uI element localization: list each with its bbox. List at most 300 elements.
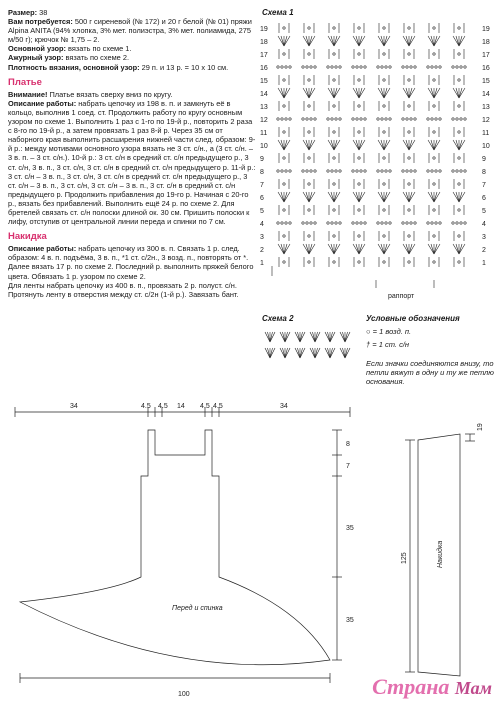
- stitch-mark: [453, 88, 459, 98]
- stitch-mark: [284, 192, 290, 202]
- dress-outline: [20, 430, 330, 665]
- stitch-mark: [331, 36, 334, 46]
- chain-mark: [383, 235, 385, 237]
- chain-mark: [283, 261, 285, 263]
- stitch-mark: [453, 192, 459, 202]
- chain-mark: [364, 222, 366, 224]
- dim-35-lower: 35: [346, 617, 354, 624]
- dim-35-upper: 35: [346, 525, 354, 532]
- stitch-mark: [384, 88, 387, 98]
- row-number-left: 8: [260, 169, 264, 176]
- stitch-mark: [303, 192, 309, 202]
- chain-mark: [431, 170, 433, 172]
- chain-mark: [456, 170, 458, 172]
- chain-mark: [283, 27, 285, 29]
- chain-mark: [289, 222, 291, 224]
- dim-center-14: 14: [177, 403, 185, 410]
- stitch-mark: [285, 332, 288, 342]
- stitch-mark: [284, 36, 287, 46]
- stitch-mark: [281, 88, 284, 98]
- row-number-right: 17: [482, 52, 490, 59]
- row-number-right: 6: [482, 195, 486, 202]
- stitch-mark: [306, 36, 309, 46]
- row-number-right: 14: [482, 91, 490, 98]
- stitch-mark: [306, 244, 309, 254]
- row-number-right: 10: [482, 143, 490, 150]
- stitch-mark: [334, 88, 337, 98]
- row-number-right: 15: [482, 78, 490, 85]
- stitch-mark: [303, 140, 309, 150]
- stitch-mark: [434, 244, 440, 254]
- row-number-left: 11: [260, 130, 268, 137]
- stitch-mark: [309, 192, 312, 202]
- chain-mark: [283, 79, 285, 81]
- chain-mark: [331, 66, 333, 68]
- chain-mark: [285, 66, 287, 68]
- cape-title: Накидка: [8, 231, 47, 243]
- stitch-mark: [268, 332, 271, 342]
- chain-mark: [431, 118, 433, 120]
- stitch-mark: [359, 244, 362, 254]
- stitch-mark: [384, 140, 390, 150]
- chain-mark: [458, 131, 460, 133]
- stitch-mark: [381, 88, 384, 98]
- stitch-mark: [403, 192, 409, 202]
- stitch-mark: [284, 140, 287, 150]
- stitch-mark: [309, 140, 315, 150]
- stitch-mark: [306, 192, 309, 202]
- stitch-mark: [406, 140, 409, 150]
- stitch-mark: [456, 192, 459, 202]
- chain-mark: [277, 66, 279, 68]
- stitch-mark: [359, 140, 362, 150]
- stitch-mark: [359, 140, 365, 150]
- stitch-mark: [403, 140, 409, 150]
- stitch-mark: [328, 140, 334, 150]
- intro-main-pattern: Основной узор: вязать по схеме 1.: [8, 44, 132, 54]
- stitch-mark: [303, 244, 309, 254]
- stitch-mark: [359, 244, 365, 254]
- chain-mark: [281, 222, 283, 224]
- pattern-drawing: [0, 392, 500, 706]
- chain-mark: [356, 170, 358, 172]
- stitch-mark: [334, 36, 337, 46]
- stitch-mark: [359, 36, 362, 46]
- stitch-mark: [345, 332, 348, 342]
- chain-mark: [335, 222, 337, 224]
- chain-mark: [356, 222, 358, 224]
- stitch-mark: [356, 88, 359, 98]
- chain-mark: [283, 209, 285, 211]
- schema1-title: Схема 1: [262, 8, 294, 17]
- row-number-right: 13: [482, 104, 490, 111]
- stitch-mark: [403, 88, 409, 98]
- stitch-mark: [309, 244, 312, 254]
- chain-mark: [306, 66, 308, 68]
- chain-mark: [360, 118, 362, 120]
- stitch-mark: [409, 244, 412, 254]
- stitch-mark: [270, 332, 273, 342]
- chain-mark: [339, 118, 341, 120]
- chain-mark: [381, 170, 383, 172]
- chain-mark: [364, 170, 366, 172]
- stitch-mark: [310, 348, 315, 358]
- stitch-mark: [353, 140, 359, 150]
- stitch-mark: [270, 332, 275, 342]
- stitch-mark: [434, 36, 437, 46]
- chain-mark: [456, 66, 458, 68]
- chain-mark: [458, 27, 460, 29]
- stitch-mark: [334, 244, 337, 254]
- chain-mark: [314, 170, 316, 172]
- chain-mark: [414, 222, 416, 224]
- chain-mark: [383, 261, 385, 263]
- stitch-mark: [409, 88, 415, 98]
- stitch-mark: [459, 88, 465, 98]
- stitch-mark: [378, 244, 384, 254]
- intro-gauge: Плотность вязания, основной узор: 29 п. и 13 р. = 10 х 10 см.: [8, 62, 229, 72]
- chain-mark: [427, 118, 429, 120]
- dim-strap-left-b: 4.5: [158, 403, 168, 410]
- stitch-mark: [285, 348, 288, 358]
- stitch-mark: [428, 244, 434, 254]
- chain-mark: [335, 66, 337, 68]
- stitch-mark: [434, 140, 437, 150]
- stitch-mark: [300, 348, 303, 358]
- chain-mark: [410, 222, 412, 224]
- chain-mark: [302, 66, 304, 68]
- stitch-mark: [378, 88, 384, 98]
- row-number-right: 12: [482, 117, 490, 124]
- chain-mark: [377, 222, 379, 224]
- cape-label: Накидка: [437, 540, 444, 568]
- row-number-left: 17: [260, 52, 268, 59]
- stitch-mark: [278, 192, 284, 202]
- chain-mark: [310, 66, 312, 68]
- stitch-mark: [300, 332, 303, 342]
- stitch-mark: [298, 332, 301, 342]
- dress-description: Описание работы: набрать цепочку из 198 в. п. и замкнуть её в кольцо, выполнив 1 соед. ст. Продолжить работу по кругу основным узором по схеме 1. Выполнить 1 раз с 1-го по 19-й р., повторить 2 раза с 8-го по 19-й р., а затем провязать 1 раз 8-й р. Через 35 см от наборного края выполнить расширения нижней части след. образом: 9-й р.: между мотивами основного узора вязать не 3 ст. с/н., а (3 ст. с/н. – 3 в. п. – 3 ст. с/н.). 10-й р.: 3 ст. с/н в средний ст. с/н предыдущего р., 3 ст. с/н, 3 в. п., 3 ст. с/н, 3 ст. с/н в средний ст. с/н предыдущего р. 11-й р.: 3 ст. с/н – 3 в. п., 3 ст. с/н, 3 ст. с/н в средний ст. с/н предыдущего р., 3 ст. с/н – 3 в. п., 3 ст. с/н, 3 ст. с/н – 3 в. п., 3 ст. с/н в средний ст. с/н предыдущего р. Продолжить прибавления до 19-го р. Начиная с 20-го р., вязать без прибавлений. Выполнить ещё 24 р. по схеме 2. Для бретелей связать ст. с/н полоски длиной ок. 30 см. Пришить полоски к лифу, отступив от центральной линии переда и спинки по 7 см.: [8, 98, 256, 227]
- chain-mark: [333, 131, 335, 133]
- chain-mark: [458, 261, 460, 263]
- chain-mark: [333, 53, 335, 55]
- stitch-mark: [384, 244, 390, 254]
- stitch-mark: [356, 36, 359, 46]
- chain-mark: [464, 66, 466, 68]
- stitch-mark: [359, 192, 362, 202]
- stitch-mark: [325, 348, 330, 358]
- stitch-mark: [406, 36, 409, 46]
- chain-mark: [358, 209, 360, 211]
- stitch-mark: [406, 192, 409, 202]
- chain-mark: [464, 118, 466, 120]
- watermark-logo: Страна Мам: [372, 674, 492, 699]
- chain-mark: [358, 79, 360, 81]
- stitch-mark: [384, 36, 387, 46]
- chain-mark: [333, 157, 335, 159]
- stitch-mark: [459, 88, 462, 98]
- chain-mark: [360, 170, 362, 172]
- instructions-text: [8, 8, 256, 299]
- chain-mark: [308, 157, 310, 159]
- chain-mark: [433, 235, 435, 237]
- row-number-left: 10: [260, 143, 268, 150]
- stitch-mark: [315, 348, 320, 358]
- chain-mark: [408, 235, 410, 237]
- stitch-mark: [428, 36, 434, 46]
- chain-mark: [302, 118, 304, 120]
- stitch-mark: [283, 348, 286, 358]
- stitch-mark: [295, 332, 300, 342]
- schema2-diagram: [262, 325, 362, 365]
- chain-mark: [383, 131, 385, 133]
- chain-mark: [439, 170, 441, 172]
- chain-mark: [402, 170, 404, 172]
- chain-mark: [433, 209, 435, 211]
- stitch-mark: [309, 192, 315, 202]
- chain-mark: [308, 183, 310, 185]
- dress-title: Платье: [8, 76, 42, 88]
- stitch-mark: [270, 348, 275, 358]
- stitch-mark: [459, 140, 465, 150]
- chain-mark: [327, 66, 329, 68]
- stitch-mark: [284, 88, 290, 98]
- cape-top-dim: 19: [477, 423, 484, 431]
- dim-strap-right-a: 4.5: [200, 403, 210, 410]
- stitch-mark: [343, 332, 346, 342]
- row-number-right: 4: [482, 221, 486, 228]
- row-number-right: 7: [482, 182, 486, 189]
- stitch-mark: [403, 36, 409, 46]
- stitch-mark: [453, 36, 459, 46]
- stitch-mark: [281, 140, 284, 150]
- stitch-mark: [331, 140, 334, 150]
- chain-mark: [352, 118, 354, 120]
- chain-mark: [435, 66, 437, 68]
- chain-mark: [410, 66, 412, 68]
- stitch-mark: [315, 332, 320, 342]
- chain-mark: [377, 170, 379, 172]
- stitch-mark: [313, 332, 316, 342]
- row-number-left: 5: [260, 208, 264, 215]
- stitch-mark: [278, 36, 284, 46]
- chain-mark: [433, 105, 435, 107]
- stitch-mark: [428, 192, 434, 202]
- stitch-mark: [298, 348, 301, 358]
- chain-mark: [452, 170, 454, 172]
- stitch-mark: [334, 36, 340, 46]
- chain-mark: [406, 170, 408, 172]
- chain-mark: [364, 66, 366, 68]
- chain-mark: [406, 118, 408, 120]
- cape-ribbon-text: Для ленты набрать цепочку из 400 в. п., провязать 2 р. полуст. с/н. Протянуть ленту в отверстия между ст. с/2н (1-й р.). Завязать бант.: [8, 280, 239, 299]
- chain-mark: [385, 222, 387, 224]
- stitch-mark: [303, 36, 309, 46]
- chain-mark: [458, 53, 460, 55]
- chain-mark: [460, 222, 462, 224]
- stitch-mark: [303, 88, 309, 98]
- stitch-mark: [334, 244, 340, 254]
- chain-mark: [389, 170, 391, 172]
- stitch-mark: [330, 348, 335, 358]
- chain-mark: [331, 170, 333, 172]
- stitch-mark: [345, 348, 348, 358]
- chain-mark: [414, 66, 416, 68]
- chain-mark: [352, 170, 354, 172]
- stitch-mark: [406, 88, 409, 98]
- chain-mark: [358, 27, 360, 29]
- stitch-mark: [384, 192, 387, 202]
- stitch-mark: [334, 192, 340, 202]
- stitch-mark: [409, 140, 415, 150]
- chain-mark: [408, 53, 410, 55]
- chain-mark: [302, 222, 304, 224]
- row-number-left: 18: [260, 39, 268, 46]
- chain-mark: [452, 222, 454, 224]
- chain-mark: [283, 53, 285, 55]
- chain-mark: [385, 170, 387, 172]
- stitch-mark: [340, 348, 345, 358]
- chain-mark: [377, 118, 379, 120]
- chain-mark: [464, 170, 466, 172]
- rapport-label: раппорт: [388, 293, 415, 300]
- stitch-mark: [384, 244, 387, 254]
- stitch-mark: [431, 140, 434, 150]
- row-number-left: 2: [260, 247, 264, 254]
- stitch-mark: [309, 140, 312, 150]
- row-number-right: 9: [482, 156, 486, 163]
- chain-mark: [339, 222, 341, 224]
- chain-mark: [331, 222, 333, 224]
- chain-mark: [277, 170, 279, 172]
- chain-mark: [306, 222, 308, 224]
- chain-mark: [333, 79, 335, 81]
- chain-mark: [433, 79, 435, 81]
- stitch-mark: [459, 140, 462, 150]
- chain-mark: [283, 105, 285, 107]
- stitch-mark: [359, 88, 362, 98]
- chain-mark: [389, 66, 391, 68]
- stitch-mark: [378, 192, 384, 202]
- chain-mark: [433, 53, 435, 55]
- row-number-right: 8: [482, 169, 486, 176]
- chain-mark: [402, 66, 404, 68]
- stitch-mark: [295, 348, 300, 358]
- chain-mark: [408, 183, 410, 185]
- stitch-mark: [459, 36, 462, 46]
- chain-mark: [383, 53, 385, 55]
- chain-mark: [306, 170, 308, 172]
- chain-mark: [333, 235, 335, 237]
- row-number-right: 16: [482, 65, 490, 72]
- stitch-mark: [409, 88, 412, 98]
- chain-mark: [285, 118, 287, 120]
- chain-mark: [283, 235, 285, 237]
- stitch-mark: [434, 36, 440, 46]
- chain-mark: [439, 66, 441, 68]
- stitch-mark: [280, 332, 285, 342]
- chain-mark: [431, 66, 433, 68]
- chain-mark: [435, 118, 437, 120]
- stitch-mark: [345, 332, 350, 342]
- stitch-mark: [459, 192, 465, 202]
- stitch-mark: [315, 348, 318, 358]
- chain-mark: [289, 170, 291, 172]
- chain-mark: [358, 53, 360, 55]
- row-number-right: 18: [482, 39, 490, 46]
- stitch-mark: [310, 332, 315, 342]
- chain-mark: [414, 170, 416, 172]
- double-crochet-icon: †: [366, 340, 371, 349]
- stitch-mark: [281, 36, 284, 46]
- chain-mark: [439, 222, 441, 224]
- chain-mark: [281, 66, 283, 68]
- chain-stitch-icon: ○: [366, 327, 371, 336]
- chain-mark: [358, 261, 360, 263]
- stitch-mark: [378, 140, 384, 150]
- stitch-mark: [409, 192, 412, 202]
- chain-mark: [289, 66, 291, 68]
- stitch-mark: [330, 332, 333, 342]
- chain-mark: [439, 118, 441, 120]
- stitch-mark: [409, 244, 415, 254]
- chain-mark: [310, 118, 312, 120]
- stitch-mark: [403, 244, 409, 254]
- stitch-mark: [409, 140, 412, 150]
- chain-mark: [308, 79, 310, 81]
- stitch-mark: [353, 192, 359, 202]
- chain-mark: [381, 118, 383, 120]
- chain-mark: [458, 79, 460, 81]
- chain-mark: [285, 170, 287, 172]
- stitch-mark: [459, 36, 465, 46]
- stitch-mark: [309, 36, 315, 46]
- chain-mark: [281, 170, 283, 172]
- chain-mark: [358, 157, 360, 159]
- chain-mark: [339, 66, 341, 68]
- schema1-diagram: [258, 18, 498, 300]
- row-number-left: 9: [260, 156, 264, 163]
- stitch-mark: [309, 244, 315, 254]
- stitch-mark: [331, 88, 334, 98]
- chain-mark: [435, 170, 437, 172]
- chain-mark: [408, 105, 410, 107]
- stitch-mark: [381, 36, 384, 46]
- row-number-right: 3: [482, 234, 486, 241]
- stitch-mark: [330, 332, 335, 342]
- stitch-mark: [278, 140, 284, 150]
- stitch-mark: [434, 88, 440, 98]
- row-number-left: 4: [260, 221, 264, 228]
- chain-mark: [402, 118, 404, 120]
- stitch-mark: [328, 348, 331, 358]
- stitch-mark: [334, 140, 337, 150]
- stitch-mark: [434, 192, 437, 202]
- chain-mark: [464, 222, 466, 224]
- stitch-mark: [300, 332, 305, 342]
- row-number-left: 1: [260, 260, 264, 267]
- chain-mark: [285, 222, 287, 224]
- stitch-mark: [309, 88, 315, 98]
- chain-mark: [385, 118, 387, 120]
- chain-mark: [277, 118, 279, 120]
- stitch-mark: [285, 348, 290, 358]
- dim-8: 8: [346, 441, 350, 448]
- chain-mark: [310, 170, 312, 172]
- chain-mark: [406, 222, 408, 224]
- chain-mark: [410, 118, 412, 120]
- stitch-mark: [431, 88, 434, 98]
